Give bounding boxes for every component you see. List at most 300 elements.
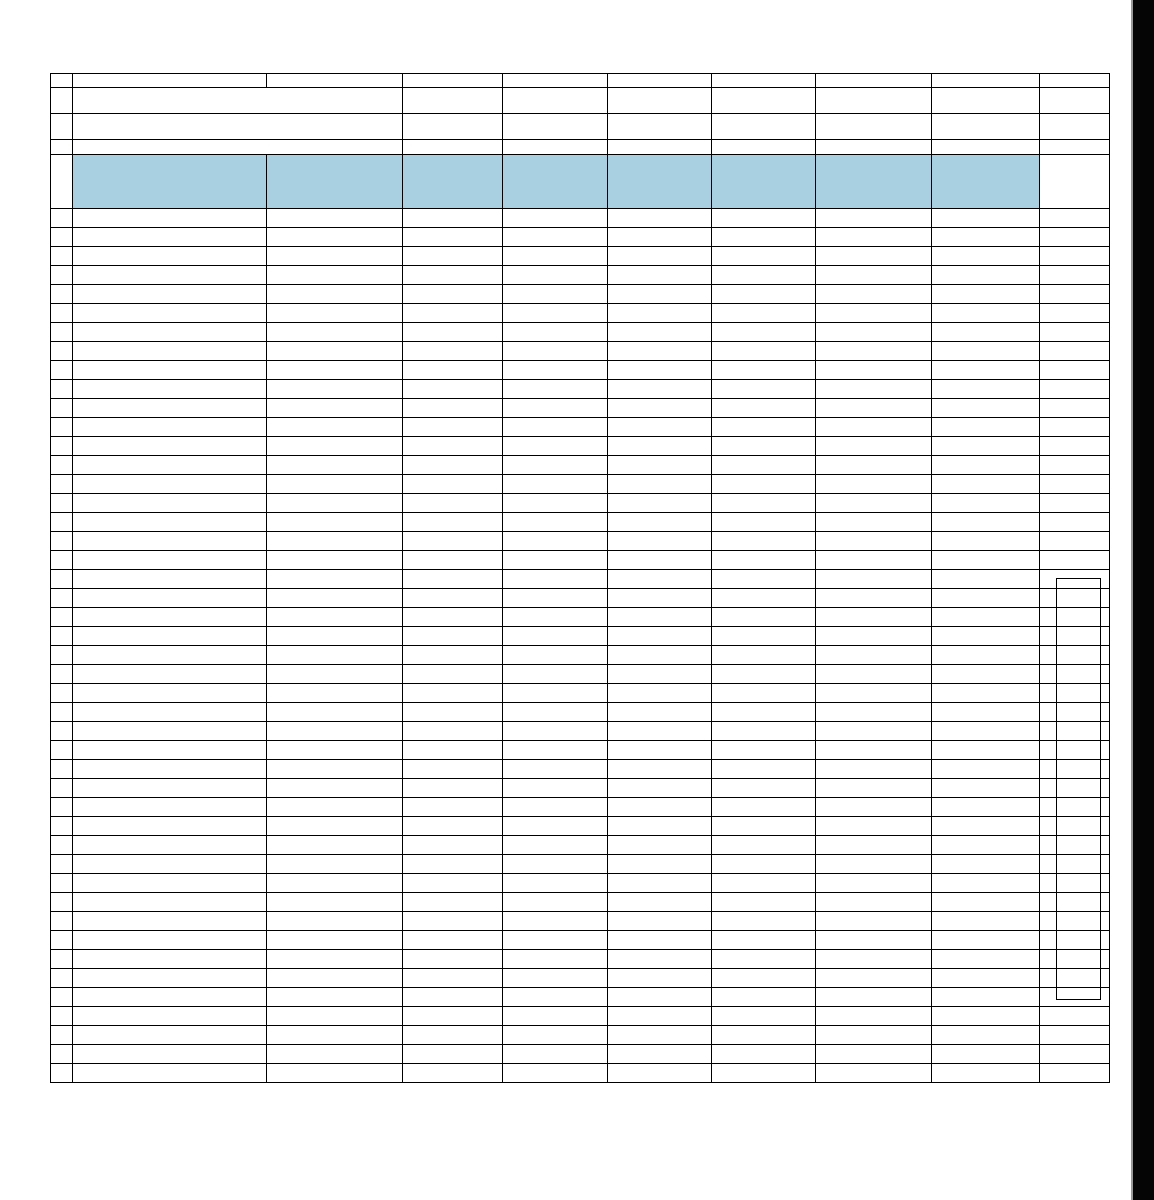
value-cell (608, 874, 712, 893)
value-cell (503, 513, 608, 532)
empty-cell (932, 114, 1040, 140)
value-cell (403, 627, 503, 646)
value-cell (932, 266, 1040, 285)
row-number (51, 266, 73, 285)
value-cell (816, 969, 932, 988)
value-cell (608, 855, 712, 874)
table-row (51, 304, 1110, 323)
value-cell (403, 741, 503, 760)
column-letter (503, 74, 608, 88)
section-row (51, 209, 1110, 228)
row-number (51, 304, 73, 323)
value-cell (608, 912, 712, 931)
value-cell (503, 456, 608, 475)
value-cell (267, 570, 403, 589)
empty-cell (267, 988, 403, 1007)
value-cell (816, 646, 932, 665)
value-cell (403, 570, 503, 589)
empty-cell (816, 88, 932, 114)
value-cell (403, 874, 503, 893)
empty-cell (403, 475, 503, 494)
empty-cell (503, 114, 608, 140)
value-cell (712, 323, 816, 342)
empty-cell (712, 475, 816, 494)
value-cell (608, 361, 712, 380)
empty-cell (267, 494, 403, 513)
value-cell (403, 950, 503, 969)
value-cell (403, 893, 503, 912)
table-row (51, 380, 1110, 399)
table-row (51, 551, 1110, 570)
value-cell (816, 874, 932, 893)
empty-cell (1040, 323, 1110, 342)
summary-value (816, 1045, 932, 1064)
value-cell (712, 304, 816, 323)
empty-cell (403, 1045, 503, 1064)
row-number (51, 418, 73, 437)
empty-cell (1040, 380, 1110, 399)
empty-cell (403, 88, 503, 114)
cost-spreadsheet (50, 73, 1110, 1083)
empty-cell (403, 665, 503, 684)
value-cell (932, 532, 1040, 551)
value-cell (403, 456, 503, 475)
empty-cell (267, 1045, 403, 1064)
value-cell (816, 532, 932, 551)
value-cell (816, 380, 932, 399)
value-cell (932, 437, 1040, 456)
empty-cell (73, 1064, 267, 1083)
empty-cell (403, 1064, 503, 1083)
value-cell (403, 722, 503, 741)
sport-name (73, 304, 267, 323)
value-cell (932, 513, 1040, 532)
value-cell (267, 703, 403, 722)
empty-cell (932, 209, 1040, 228)
empty-cell (816, 114, 932, 140)
value-cell (932, 456, 1040, 475)
value-cell (503, 627, 608, 646)
value-cell (608, 969, 712, 988)
value-cell (816, 950, 932, 969)
value-cell (503, 323, 608, 342)
empty-cell (712, 1045, 816, 1064)
value-cell (932, 912, 1040, 931)
row-number (51, 893, 73, 912)
row-number (51, 950, 73, 969)
value-cell (608, 437, 712, 456)
row-number (51, 741, 73, 760)
value-cell (816, 570, 932, 589)
value-cell (932, 722, 1040, 741)
section-row (51, 665, 1110, 684)
header-cell (712, 155, 816, 209)
value-cell (712, 760, 816, 779)
value-cell (267, 684, 403, 703)
empty-cell (403, 988, 503, 1007)
section-label (73, 665, 267, 684)
row-number (51, 817, 73, 836)
empty-cell (608, 988, 712, 1007)
title-cell (73, 140, 403, 155)
value-cell (932, 570, 1040, 589)
empty-cell (712, 209, 816, 228)
value-cell (608, 323, 712, 342)
row-number (51, 361, 73, 380)
header-cell (403, 155, 503, 209)
value-cell (503, 399, 608, 418)
value-cell (403, 380, 503, 399)
table-row (51, 855, 1110, 874)
value-cell (267, 1007, 403, 1026)
row-number (51, 570, 73, 589)
value-cell (932, 608, 1040, 627)
row-number (51, 798, 73, 817)
value-cell (503, 646, 608, 665)
row-number (51, 380, 73, 399)
value-cell (712, 779, 816, 798)
value-cell (503, 779, 608, 798)
empty-cell (816, 494, 932, 513)
value-cell (932, 285, 1040, 304)
value-cell (267, 969, 403, 988)
row-number (51, 437, 73, 456)
header-cell (608, 155, 712, 209)
empty-cell (608, 209, 712, 228)
value-cell (267, 950, 403, 969)
empty-cell (1040, 361, 1110, 380)
value-cell (932, 589, 1040, 608)
value-cell (267, 380, 403, 399)
table-row (51, 969, 1110, 988)
value-cell (712, 285, 816, 304)
value-cell (503, 855, 608, 874)
sport-name (73, 855, 267, 874)
value-cell (712, 646, 816, 665)
row-number (51, 285, 73, 304)
value-cell (712, 1026, 816, 1045)
value-cell (403, 228, 503, 247)
empty-cell (932, 988, 1040, 1007)
empty-cell (816, 140, 932, 155)
value-cell (403, 684, 503, 703)
value-cell (712, 1007, 816, 1026)
row-number (51, 155, 73, 209)
value-cell (608, 608, 712, 627)
value-cell (932, 684, 1040, 703)
value-cell (403, 342, 503, 361)
value-cell (403, 513, 503, 532)
row-number (51, 665, 73, 684)
value-cell (608, 304, 712, 323)
empty-cell (816, 665, 932, 684)
empty-cell (816, 475, 932, 494)
value-cell (503, 798, 608, 817)
sport-name (73, 912, 267, 931)
value-cell (608, 703, 712, 722)
value-cell (712, 513, 816, 532)
empty-cell (73, 988, 267, 1007)
header-cell (816, 155, 932, 209)
value-cell (503, 703, 608, 722)
sport-name (73, 456, 267, 475)
value-cell (267, 304, 403, 323)
table-row (51, 228, 1110, 247)
value-cell (403, 304, 503, 323)
value-cell (608, 247, 712, 266)
value-cell (267, 399, 403, 418)
table-row (51, 437, 1110, 456)
value-cell (816, 247, 932, 266)
value-cell (267, 608, 403, 627)
empty-cell (932, 494, 1040, 513)
empty-cell (267, 209, 403, 228)
value-cell (267, 741, 403, 760)
value-cell (503, 228, 608, 247)
value-cell (816, 456, 932, 475)
value-cell (712, 589, 816, 608)
header-cell (932, 155, 1040, 209)
table-row (51, 247, 1110, 266)
summary-value (932, 1045, 1040, 1064)
value-cell (608, 722, 712, 741)
empty-cell (1040, 418, 1110, 437)
row-number (51, 342, 73, 361)
table-row (51, 589, 1110, 608)
section-row (51, 494, 1110, 513)
value-cell (608, 342, 712, 361)
amount-row (51, 1045, 1110, 1064)
fringe-row (51, 1064, 1110, 1083)
column-letter (403, 74, 503, 88)
table-row (51, 950, 1110, 969)
value-cell (608, 418, 712, 437)
value-cell (712, 570, 816, 589)
table-row (51, 418, 1110, 437)
empty-cell (1040, 209, 1110, 228)
value-cell (503, 285, 608, 304)
value-cell (712, 456, 816, 475)
value-cell (932, 342, 1040, 361)
value-cell (267, 912, 403, 931)
value-cell (403, 323, 503, 342)
summary-value (503, 1045, 608, 1064)
value-cell (712, 950, 816, 969)
value-cell (816, 855, 932, 874)
value-cell (816, 589, 932, 608)
empty-cell (1040, 247, 1110, 266)
empty-cell (1040, 1007, 1110, 1026)
value-cell (816, 836, 932, 855)
sport-name (73, 969, 267, 988)
column-letter (712, 74, 816, 88)
value-cell (608, 760, 712, 779)
table-row (51, 570, 1110, 589)
empty-cell (1040, 532, 1110, 551)
value-cell (503, 304, 608, 323)
table-row (51, 798, 1110, 817)
row-number (51, 399, 73, 418)
value-cell (403, 760, 503, 779)
value-cell (403, 703, 503, 722)
value-cell (267, 228, 403, 247)
value-cell (608, 627, 712, 646)
empty-cell (1040, 285, 1110, 304)
sport-name (73, 570, 267, 589)
value-cell (267, 532, 403, 551)
value-cell (503, 1007, 608, 1026)
value-cell (608, 228, 712, 247)
table-row (51, 817, 1110, 836)
title-row (51, 114, 1110, 140)
value-cell (503, 874, 608, 893)
value-cell (403, 855, 503, 874)
value-cell (608, 285, 712, 304)
value-cell (608, 589, 712, 608)
value-cell (608, 570, 712, 589)
row-number (51, 988, 73, 1007)
sport-name (73, 760, 267, 779)
table-row (51, 779, 1110, 798)
empty-cell (932, 665, 1040, 684)
table-row (51, 912, 1110, 931)
empty-cell (1040, 342, 1110, 361)
table-row (51, 513, 1110, 532)
value-cell (932, 304, 1040, 323)
sport-name (73, 589, 267, 608)
value-cell (712, 722, 816, 741)
empty-cell (267, 665, 403, 684)
row-number (51, 703, 73, 722)
row-number (51, 646, 73, 665)
table-row (51, 323, 1110, 342)
summary-value (932, 1064, 1040, 1083)
value-cell (403, 608, 503, 627)
empty-cell (267, 475, 403, 494)
value-cell (503, 969, 608, 988)
table-row (51, 893, 1110, 912)
header-cell (267, 155, 403, 209)
empty-cell (608, 114, 712, 140)
sport-name (73, 228, 267, 247)
value-cell (712, 931, 816, 950)
value-cell (267, 893, 403, 912)
value-cell (712, 969, 816, 988)
value-cell (608, 1007, 712, 1026)
sport-name (73, 266, 267, 285)
empty-cell (712, 665, 816, 684)
value-cell (932, 323, 1040, 342)
value-cell (932, 855, 1040, 874)
value-cell (403, 551, 503, 570)
value-cell (816, 722, 932, 741)
value-cell (712, 798, 816, 817)
table-row (51, 342, 1110, 361)
value-cell (503, 760, 608, 779)
value-cell (712, 684, 816, 703)
table-row (51, 703, 1110, 722)
header-cell (73, 155, 267, 209)
row-number (51, 140, 73, 155)
row-number (51, 88, 73, 114)
value-cell (816, 399, 932, 418)
sport-name (73, 874, 267, 893)
empty-cell (1040, 114, 1110, 140)
empty-cell (1040, 494, 1110, 513)
table-row (51, 627, 1110, 646)
sport-name (73, 361, 267, 380)
empty-cell (816, 988, 932, 1007)
value-cell (403, 437, 503, 456)
row-number (51, 532, 73, 551)
table-row (51, 285, 1110, 304)
row-number (51, 1064, 73, 1083)
value-cell (403, 836, 503, 855)
value-cell (712, 855, 816, 874)
value-cell (932, 399, 1040, 418)
value-cell (932, 380, 1040, 399)
empty-cell (712, 988, 816, 1007)
title-cell (73, 114, 403, 140)
empty-cell (932, 88, 1040, 114)
empty-cell (1040, 266, 1110, 285)
empty-cell (608, 88, 712, 114)
row-number (51, 589, 73, 608)
row-number (51, 931, 73, 950)
value-cell (403, 361, 503, 380)
title-cell (73, 88, 403, 114)
value-cell (503, 741, 608, 760)
table-row (51, 608, 1110, 627)
empty-cell (712, 1064, 816, 1083)
value-cell (816, 361, 932, 380)
value-cell (816, 1007, 932, 1026)
row-number (51, 760, 73, 779)
value-cell (267, 456, 403, 475)
value-cell (267, 247, 403, 266)
value-cell (816, 931, 932, 950)
value-cell (403, 1026, 503, 1045)
value-cell (608, 266, 712, 285)
value-cell (712, 228, 816, 247)
value-cell (816, 437, 932, 456)
sport-name (73, 513, 267, 532)
column-letter (267, 74, 403, 88)
empty-cell (503, 140, 608, 155)
value-cell (608, 646, 712, 665)
sport-name (73, 532, 267, 551)
row-number (51, 779, 73, 798)
value-cell (932, 627, 1040, 646)
row-number (51, 855, 73, 874)
value-cell (503, 836, 608, 855)
row-number (51, 247, 73, 266)
value-cell (712, 912, 816, 931)
empty-cell (932, 475, 1040, 494)
value-cell (403, 399, 503, 418)
value-cell (932, 969, 1040, 988)
empty-cell (712, 494, 816, 513)
value-cell (608, 741, 712, 760)
value-cell (712, 608, 816, 627)
value-cell (816, 779, 932, 798)
value-cell (712, 266, 816, 285)
sport-name (73, 247, 267, 266)
row-number (51, 1045, 73, 1064)
value-cell (267, 874, 403, 893)
table-row (51, 399, 1110, 418)
empty-cell (403, 114, 503, 140)
